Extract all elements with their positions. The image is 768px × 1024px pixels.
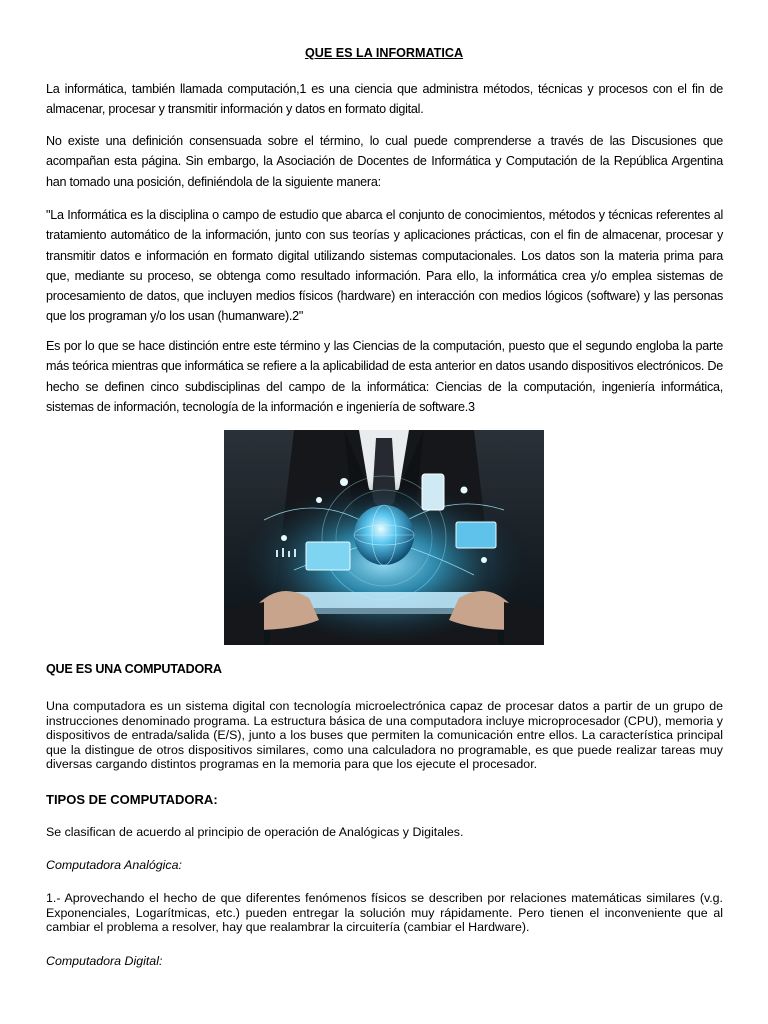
distinction-paragraph: Es por lo que se hace distinción entre este término y las Ciencias de la computación, puesto que el segundo engloba la parte más teórica mientras que informática se refiere a la aplicabilidad de esta anterior en datos usando dispositivos electrónicos. De hecho se definen cinco subdisciplinas del campo de la informática: Ciencias de la computación, ingeniería informática, sistemas de información, tecnología de la información e ingeniería de software.3: [46, 339, 723, 414]
intro-paragraph: La informática, también llamada computación,1 es una ciencia que administra métodos, técnicas y procesos con el fin de almacenar, procesar y transmitir información y datos en formato digital.: [46, 82, 723, 117]
page-title: QUE ES LA INFORMATICA: [304, 46, 464, 60]
section-heading-tipos: TIPOS DE COMPUTADORA:: [46, 792, 218, 807]
tipos-intro-paragraph: Se clasifican de acuerdo al principio de operación de Analógicas y Digitales.: [46, 825, 464, 839]
definition-context-paragraph: No existe una definición consensuada sobre el término, lo cual puede comprenderse a través de las Discusiones que acompañan esta página. Sin embargo, la Asociación de Docentes de Informática y Computación de la República Argentina han tomado una posición, definiéndola de la siguiente manera:: [46, 134, 723, 189]
technology-illustration: [224, 430, 544, 645]
computadora-paragraph: Una computadora es un sistema digital con tecnología microelectrónica capaz de procesar datos a partir de un grupo de instrucciones denominado programa. La estructura básica de una computadora incluye microprocesador (CPU), memoria y dispositivos de entrada/salida (E/S), junto a los buses que permiten la comunicación entre ellos. La característica principal que la distingue de otros dispositivos similares, como una calculadora no programable, es que puede realizar tareas muy diversas cargando distintos programas en la memoria para que los ejecute el procesador.: [46, 699, 723, 772]
analogica-paragraph: 1.- Aprovechando el hecho de que diferentes fenómenos físicos se describen por relaciones matemáticas similares (v.g. Exponenciales, Logarítmicas, etc.) pueden entregar la solución muy rápidamente. Pero tienen el inconveniente que al cambiar el problema a resolver, hay que realambrar la circuitería (cambiar el Hardware).: [46, 891, 723, 935]
subheading-analogica: Computadora Analógica:: [46, 858, 182, 872]
definition-quote-paragraph: "La Informática es la disciplina o campo de estudio que abarca el conjunto de conocimientos, métodos y técnicas referentes al tratamiento automático de la información, junto con sus teorías y aplicaciones prácticas, con el fin de almacenar, procesar y transmitir datos e información en formato digital utilizando sistemas computacionales. Los datos son la materia prima para que, mediante su proceso, se obtenga como resultado información. Para ello, la informática crea y/o emplea sistemas de procesamiento de datos, que incluyen medios físicos (hardware) en interacción con medios lógicos (software) y las personas que los programan y/o los usan (humanware).2": [46, 208, 723, 324]
section-heading-computadora: QUE ES UNA COMPUTADORA: [46, 662, 222, 676]
subheading-digital: Computadora Digital:: [46, 954, 163, 968]
